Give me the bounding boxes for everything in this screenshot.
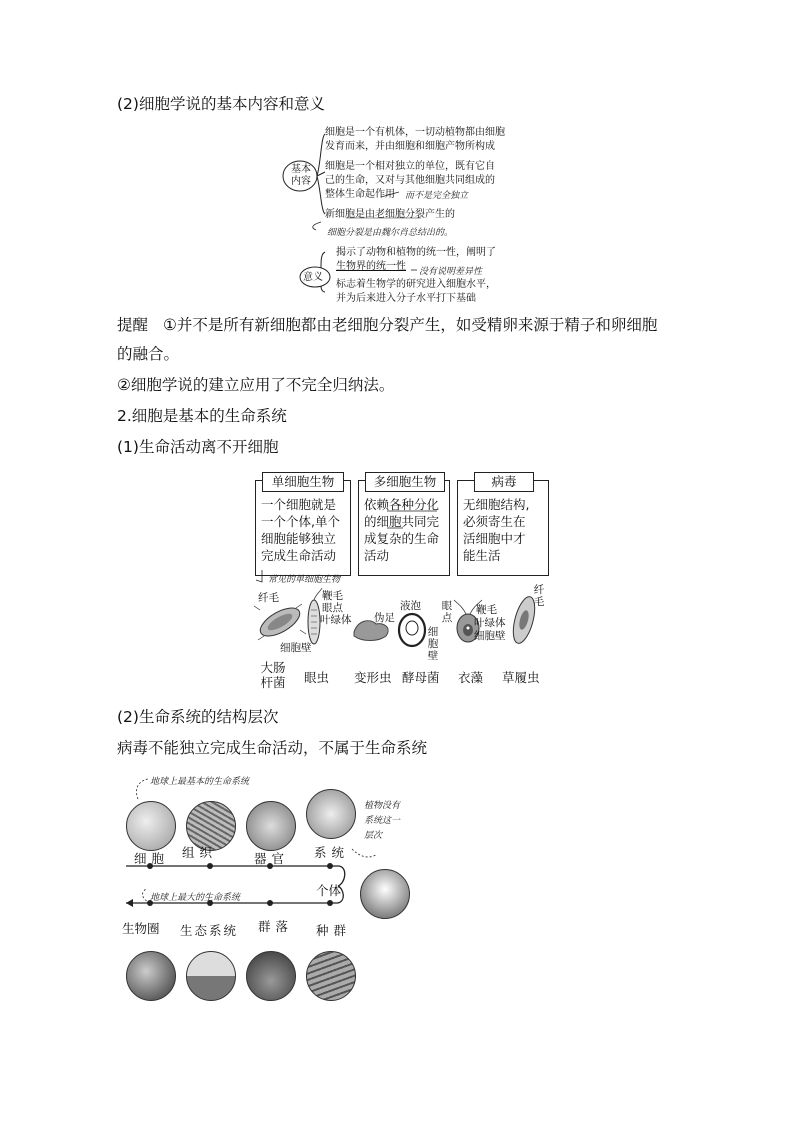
note-most-basic-system: 地球上最基本的生命系统 — [150, 777, 250, 787]
level-population: 种群 — [316, 923, 352, 938]
paramecium-cilia-label: 纤毛 — [533, 584, 545, 608]
card-multicellular-title: 多细胞生物 — [365, 472, 445, 492]
ecoli-wall-label: 细胞壁 — [280, 642, 312, 654]
yeast-vacuole-label: 液泡 — [400, 600, 421, 612]
cell-image — [126, 801, 176, 851]
meaning-item-2-line-1: 标志着生物学的研究进入细胞水平， — [336, 279, 496, 290]
level-community: 群落 — [258, 919, 294, 934]
level-ecosystem: 生态系统 — [180, 923, 239, 938]
tip-line-1: ①并不是所有新细胞都由老细胞分裂产生，如受精卵来源于精子和卵细胞 — [163, 316, 658, 334]
population-image — [306, 951, 356, 1001]
life-system-hierarchy-diagram — [120, 765, 420, 1005]
card-virus-line-1: 无细胞结构, — [463, 497, 530, 512]
card-unicellular-line-3: 细胞能够独立 — [261, 531, 337, 546]
virus-not-life-system-text: 病毒不能独立完成生命活动，不属于生命系统 — [117, 739, 428, 757]
yeast-drawing — [399, 614, 425, 646]
section-heading-life-activity: (1)生命活动离不开细胞 — [117, 438, 279, 456]
community-image — [246, 951, 296, 1001]
euglena-flagella-label: 鞭毛 — [322, 590, 343, 602]
underline-marks — [387, 510, 443, 546]
card-virus — [457, 474, 549, 576]
chlamydomonas-flagella-label: 鞭毛 — [476, 604, 497, 616]
meaning-item-1-line-1: 揭示了动物和植物的统一性，阐明了 — [336, 247, 496, 258]
tip-label: 提醒 — [117, 316, 149, 334]
tip-line-1-continued: 的融合。 — [117, 345, 180, 363]
euglena-name: 眼虫 — [304, 670, 330, 685]
card-multicellular-line-4: 活动 — [364, 548, 390, 563]
tip-line-2: ②细胞学说的建立应用了不完全归纳法。 — [117, 376, 395, 394]
paramecium-name: 草履虫 — [502, 670, 540, 685]
basic-item-1-line-2: 发育而来，并由细胞和细胞产物所构成 — [325, 141, 495, 152]
basic-item-3: 新细胞是由老细胞分裂产生的 — [325, 209, 455, 220]
chlamydomonas-eyespot-label: 眼点 — [441, 600, 453, 624]
level-organ: 器官 — [254, 851, 290, 866]
card-multicellular — [358, 474, 450, 576]
card-virus-line-2: 必须寄生在 — [463, 514, 526, 529]
common-unicellular-note: 常见的单细胞生物 — [268, 575, 341, 585]
amoeba-name: 变形虫 — [354, 670, 392, 685]
organism-type-cards — [255, 472, 555, 584]
basic-item-2-line-1: 细胞是一个相对独立的单位，既有它自 — [325, 161, 495, 172]
ecosystem-image — [186, 951, 236, 1001]
card-unicellular-line-2: 一个个体,单个 — [261, 514, 340, 529]
basic-item-2-line-2: 己的生命，又对与其他细胞共同组成的 — [325, 175, 495, 186]
organ-image — [246, 801, 296, 851]
card-unicellular — [255, 474, 351, 576]
chlamydomonas-wall-label: 细胞壁 — [474, 630, 506, 642]
ecoli-name: 大肠 杆菌 — [260, 660, 286, 690]
amoeba-pseudopod-label: 伪足 — [374, 612, 395, 624]
system-image — [306, 789, 356, 839]
card-virus-line-4: 能生活 — [463, 548, 501, 563]
yeast-wall-label: 细胞壁 — [427, 626, 439, 662]
card-unicellular-line-4: 完成生命活动 — [261, 548, 337, 563]
euglena-eyespot-label: 眼点 — [322, 602, 343, 614]
basic-item-1-line-1: 细胞是一个有机体，一切动植物都由细胞 — [325, 127, 505, 138]
individual-image — [360, 869, 410, 919]
cell-theory-diagram — [281, 122, 521, 307]
section-heading-hierarchy: (2)生命系统的结构层次 — [117, 708, 279, 726]
handwritten-note-no-difference: 没有说明差异性 — [419, 267, 483, 277]
level-cell: 细胞 — [134, 851, 170, 866]
section-heading-basic-life-system: 2.细胞是基本的生命系统 — [117, 407, 287, 425]
card-multicellular-line-1: 依赖各种分化 — [364, 497, 440, 512]
yeast-name: 酵母菌 — [402, 670, 440, 685]
level-system: 系统 — [314, 845, 350, 860]
meaning-item-1-line-2: 生物界的统一性 — [336, 261, 406, 272]
card-multicellular-line-3: 成复杂的生命 — [364, 531, 440, 546]
meaning-item-2-line-2: 并为后来进入分子水平打下基础 — [336, 293, 476, 304]
ecoli-drawing — [254, 602, 306, 641]
handwritten-note-virchow: 细胞分裂是由魏尔肖总结出的。 — [327, 228, 454, 238]
section-heading-cell-theory: (2)细胞学说的基本内容和意义 — [117, 95, 325, 113]
card-virus-title: 病毒 — [474, 472, 534, 492]
chlamydomonas-chloroplast-label: 叶绿体 — [474, 617, 506, 629]
card-multicellular-line-2: 的细胞共同完 — [364, 514, 440, 529]
card-unicellular-title: 单细胞生物 — [262, 472, 344, 492]
level-biosphere: 生物圈 — [122, 921, 160, 936]
basic-item-2-line-3: 整体生命起作用 — [325, 189, 395, 200]
ecoli-cilia-label: 纤毛 — [258, 592, 279, 604]
level-individual: 个体 — [316, 883, 342, 898]
note-largest-system: 地球上最大的生命系统 — [150, 893, 241, 903]
level-tissue: 组织 — [182, 845, 218, 860]
basic-content-label: 基本 内容 — [291, 164, 311, 187]
card-virus-line-3: 活细胞中才 — [463, 531, 526, 546]
note-plants-no-system: 植物没有 系统这一 层次 — [364, 801, 401, 841]
card-unicellular-line-1: 一个细胞就是 — [261, 497, 337, 512]
biosphere-image — [126, 951, 176, 1001]
handwritten-note-not-independent: 而不是完全独立 — [405, 191, 469, 201]
euglena-chloroplast-label: 叶绿体 — [320, 614, 352, 626]
meaning-label: 意义 — [303, 272, 323, 283]
chlamydomonas-name: 衣藻 — [458, 670, 484, 685]
unicellular-organisms-figure — [250, 570, 550, 692]
